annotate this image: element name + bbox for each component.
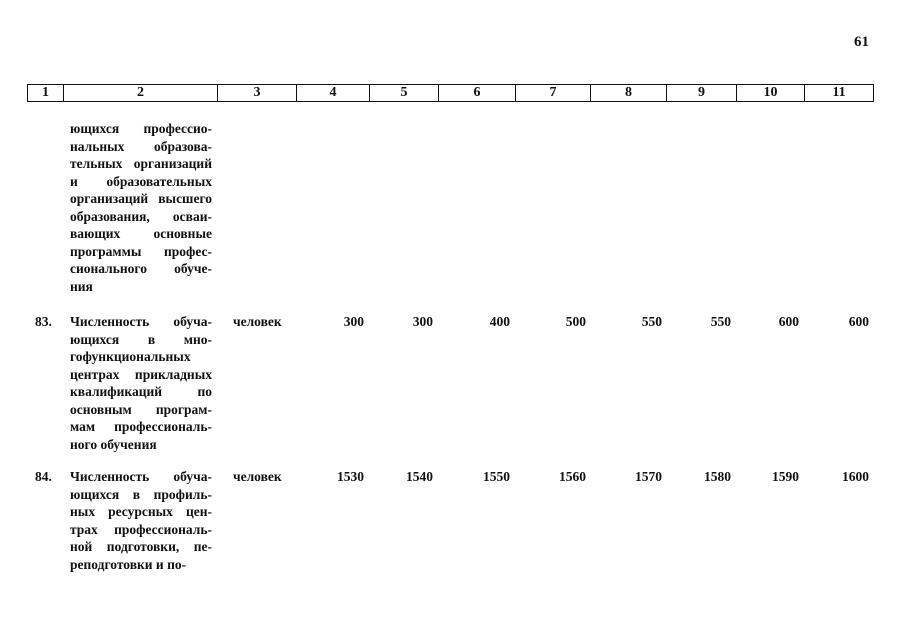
- column-header-5: 5: [370, 85, 439, 102]
- column-header-10: 10: [737, 85, 805, 102]
- table-header: [27, 84, 874, 102]
- value-col-10: 1590: [772, 469, 799, 484]
- description-line: Численность обуча-: [70, 314, 212, 329]
- table-body: [27, 120, 873, 588]
- row-number: 84.: [35, 469, 52, 484]
- description-line: программы профес-: [70, 243, 212, 259]
- page-number: 61: [854, 34, 869, 50]
- row-description: [70, 313, 212, 453]
- description-line: сионального обуче-: [70, 261, 212, 276]
- column-header-2: 2: [64, 85, 218, 102]
- row-description: [70, 120, 212, 295]
- description-line: реподготовки и по-: [70, 556, 187, 572]
- description-line: Численность обуча-: [70, 469, 212, 484]
- value-col-9: 550: [710, 314, 731, 329]
- value-col-8: 1570: [635, 469, 662, 484]
- value-col-10: 600: [778, 314, 799, 329]
- value-col-7: 1560: [559, 469, 586, 484]
- value-col-11: 600: [848, 314, 869, 329]
- table-row: [27, 120, 873, 313]
- value-col-11: 1600: [842, 469, 869, 484]
- column-header-11: 11: [805, 85, 874, 102]
- description-line: вающих основные: [70, 226, 212, 241]
- row-unit: человек: [233, 314, 282, 329]
- value-col-4: 1530: [337, 469, 364, 484]
- description-line: квалификаций по: [70, 384, 212, 399]
- description-line: и образовательных: [70, 173, 212, 189]
- row-description: [70, 468, 212, 573]
- row-unit: человек: [233, 469, 282, 484]
- description-line: трах профессиональ-: [70, 521, 212, 537]
- description-line: основным програм-: [70, 401, 212, 417]
- column-header-8: 8: [591, 85, 667, 102]
- description-line: ющихся в мно-: [70, 331, 212, 347]
- description-line: ной подготовки, пе-: [70, 539, 212, 554]
- description-line: образования, осваи-: [70, 208, 212, 224]
- description-line: ных ресурсных цен-: [70, 504, 212, 519]
- description-line: центрах прикладных: [70, 366, 212, 382]
- value-col-4: 300: [343, 314, 364, 329]
- value-col-8: 550: [641, 314, 662, 329]
- value-col-7: 500: [565, 314, 586, 329]
- description-line: ющихся в профиль-: [70, 486, 212, 502]
- column-header-9: 9: [667, 85, 737, 102]
- description-line: нальных образова-: [70, 138, 212, 154]
- value-col-6: 400: [489, 314, 510, 329]
- value-col-5: 1540: [406, 469, 433, 484]
- table-row: [27, 468, 873, 588]
- description-line: гофункциональных: [70, 349, 191, 364]
- column-header-7: 7: [516, 85, 591, 102]
- description-line: мам профессиональ-: [70, 419, 212, 434]
- row-number: 83.: [35, 314, 52, 329]
- description-line: тельных организаций: [70, 156, 212, 171]
- value-col-5: 300: [412, 314, 433, 329]
- column-header-4: 4: [297, 85, 370, 102]
- table-row: [27, 313, 873, 468]
- value-col-6: 1550: [483, 469, 510, 484]
- value-col-9: 1580: [704, 469, 731, 484]
- description-line: ния: [70, 278, 93, 294]
- column-header-1: 1: [28, 85, 64, 102]
- description-line: ющихся профессио-: [70, 121, 212, 136]
- column-header-3: 3: [218, 85, 297, 102]
- description-line: организаций высшего: [70, 191, 212, 206]
- column-header-6: 6: [439, 85, 516, 102]
- description-line: ного обучения: [70, 436, 157, 452]
